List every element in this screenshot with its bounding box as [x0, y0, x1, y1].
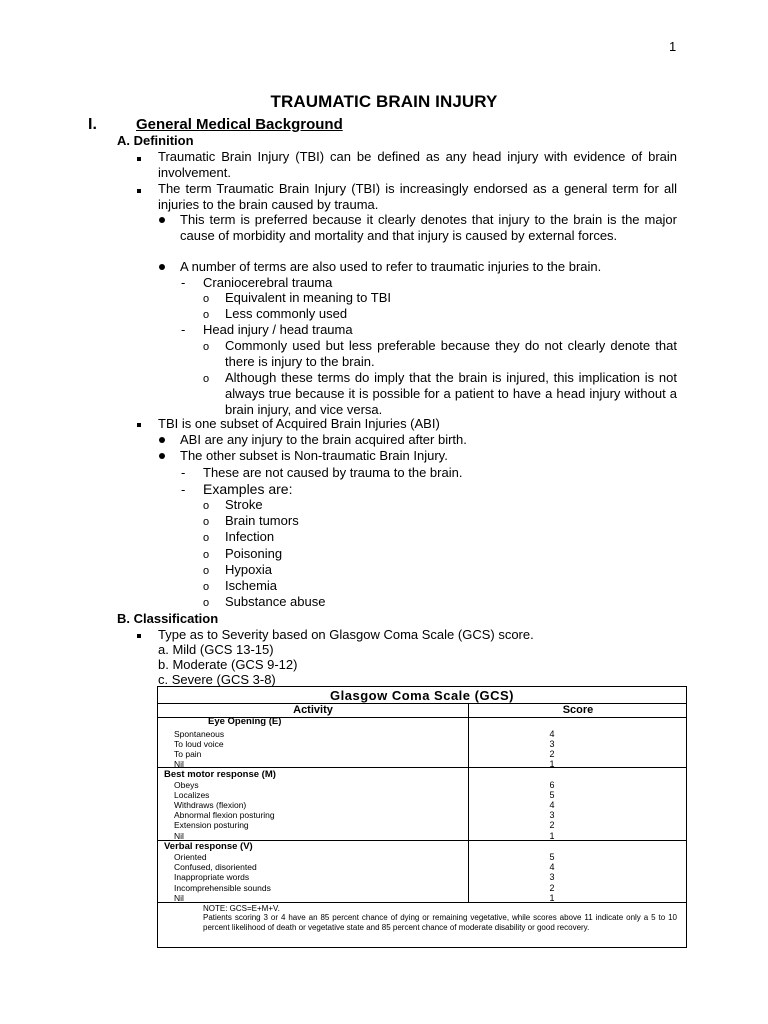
section-heading — [88, 116, 343, 134]
round-bullet-icon — [159, 217, 165, 223]
example-item: Poisoning — [225, 545, 283, 561]
gcs-score-cell: 2 — [549, 820, 555, 831]
gcs-table-caption: Glasgow Coma Scale (GCS) — [330, 688, 514, 703]
dash-bullet-icon: - — [181, 465, 186, 480]
classification-level-mild: a. Mild (GCS 13-15) — [158, 642, 274, 657]
definition-bullet-3a: ABI are any injury to the brain acquired after birth. — [180, 432, 467, 447]
definition-bullet-3b: The other subset is Non-traumatic Brain Injury. — [180, 448, 448, 463]
gcs-activity-cell: Localizes — [174, 789, 210, 800]
gcs-note-formula: NOTE: GCS=E+M+V. — [203, 904, 280, 913]
gcs-column-divider — [468, 717, 469, 902]
example-item: Brain tumors — [225, 513, 299, 529]
definition-sub-1a: Equivalent in meaning to TBI — [225, 290, 391, 305]
gcs-score-cell: 3 — [549, 810, 555, 821]
example-item: Ischemia — [225, 578, 278, 593]
gcs-group-eye: Eye Opening (E) — [208, 716, 282, 727]
dash-bullet-icon: - — [181, 482, 186, 497]
gcs-score-cell: 1 — [549, 830, 555, 841]
circle-bullet-icon: o — [203, 581, 210, 593]
gcs-score-cell: 4 — [549, 728, 555, 739]
round-bullet-icon — [159, 437, 165, 443]
gcs-score-cell: 2 — [549, 748, 555, 759]
gcs-activity-cell: Nil — [174, 830, 184, 841]
circle-bullet-icon: o — [203, 516, 210, 529]
circle-bullet-icon: o — [203, 293, 210, 305]
section-title: General Medical Background — [136, 116, 343, 133]
classification-bullet-1: Type as to Severity based on Glasgow Coma Scale (GCS) score. — [158, 627, 534, 642]
round-bullet-icon — [159, 264, 165, 270]
circle-bullet-icon: o — [203, 341, 210, 353]
subsection-definition: A. Definition — [117, 133, 194, 148]
circle-bullet-icon: o — [203, 532, 210, 545]
square-bullet-icon — [137, 157, 141, 161]
gcs-score-cell: 2 — [549, 882, 555, 893]
classification-level-severe: c. Severe (GCS 3-8) — [158, 672, 276, 687]
gcs-score-cell: 5 — [549, 852, 555, 862]
circle-bullet-icon: o — [203, 597, 210, 610]
definition-sub-1b: Less commonly used — [225, 306, 348, 321]
definition-dash-1: Craniocerebral trauma — [203, 275, 333, 290]
gcs-table — [157, 686, 687, 948]
gcs-activity-cell: Nil — [174, 759, 184, 770]
page-number: 1 — [669, 39, 677, 54]
gcs-activity-cell: Obeys — [174, 779, 199, 790]
example-item: Hypoxia — [225, 561, 272, 577]
example-item: Substance abuse — [225, 594, 326, 610]
definition-sub-2b: Although these terms do imply that the brain is injured, this implication is not always true because it is possible for a patient to have a head injury without a brain injury, and vice versa. — [225, 370, 677, 417]
gcs-score-cell: 4 — [549, 799, 555, 810]
example-item: Stroke — [225, 497, 263, 512]
gcs-note-text: Patients scoring 3 or 4 have an 85 percent chance of dying or remaining vegetative, while scores above 11 indicate only a 5 to 10 percent likelihood of death or vegetative state and 85 percent chance of moderate disability or good recovery. — [203, 913, 677, 932]
gcs-activity-cell: Inappropriate words — [174, 872, 250, 883]
gcs-score-cell: 3 — [549, 872, 555, 883]
classification-level-moderate: b. Moderate (GCS 9-12) — [158, 657, 298, 672]
definition-bullet-2b: A number of terms are also used to refer to traumatic injuries to the brain. — [180, 259, 602, 274]
circle-bullet-icon: o — [203, 500, 210, 512]
section-number: I. — [88, 116, 97, 133]
gcs-row-divider — [158, 767, 686, 768]
gcs-col-activity: Activity — [293, 704, 333, 716]
gcs-activity-cell: To loud voice — [174, 738, 224, 749]
circle-bullet-icon: o — [203, 548, 210, 561]
gcs-activity-cell: Oriented — [174, 852, 207, 862]
square-bullet-icon — [137, 189, 141, 193]
example-item: Infection — [225, 529, 275, 545]
gcs-group-verbal: Verbal response (V) — [164, 841, 253, 852]
gcs-col-score: Score — [468, 704, 687, 717]
subsection-classification: B. Classification — [117, 611, 219, 626]
square-bullet-icon — [137, 423, 141, 427]
gcs-activity-cell: Withdraws (flexion) — [174, 799, 247, 810]
gcs-activity-cell: Extension posturing — [174, 820, 249, 831]
definition-dash-2: Head injury / head trauma — [203, 322, 353, 337]
definition-bullet-1: Traumatic Brain Injury (TBI) can be defined as any head injury with evidence of brain involvement. — [158, 149, 677, 180]
gcs-score-cell: 1 — [549, 759, 555, 770]
gcs-score-cell: 5 — [549, 789, 555, 800]
circle-bullet-icon: o — [203, 309, 210, 321]
definition-bullet-2a: This term is preferred because it clearly denotes that injury to the brain is the major cause of morbidity and mortality and that injury is caused by external forces. — [180, 212, 677, 243]
gcs-activity-cell: To pain — [174, 748, 202, 759]
gcs-score-cell: 4 — [549, 862, 555, 873]
gcs-activity-cell: Abnormal flexion posturing — [174, 810, 275, 821]
gcs-score-cell: 6 — [549, 779, 555, 790]
document-title: TRAUMATIC BRAIN INJURY — [270, 92, 498, 111]
gcs-activity-cell: Nil — [174, 892, 184, 903]
circle-bullet-icon: o — [203, 373, 210, 385]
gcs-row-divider — [158, 902, 686, 903]
dash-bullet-icon: - — [181, 275, 186, 290]
gcs-activity-cell: Incomprehensible sounds — [174, 882, 271, 893]
definition-dash-3: These are not caused by trauma to the brain. — [203, 465, 463, 480]
definition-sub-2a: Commonly used but less preferable because they do not clearly denote that there is injury to the brain. — [225, 338, 677, 369]
gcs-group-motor: Best motor response (M) — [164, 769, 276, 780]
gcs-activity-cell: Spontaneous — [174, 728, 225, 739]
definition-bullet-3: TBI is one subset of Acquired Brain Injuries (ABI) — [158, 416, 440, 431]
gcs-activity-cell: Confused, disoriented — [174, 862, 257, 873]
dash-bullet-icon: - — [181, 322, 186, 337]
square-bullet-icon — [137, 634, 141, 638]
round-bullet-icon — [159, 453, 165, 459]
definition-bullet-2: The term Traumatic Brain Injury (TBI) is increasingly endorsed as a general term for all injuries to the brain caused by trauma. — [158, 181, 677, 212]
gcs-score-cell: 3 — [549, 738, 555, 749]
definition-dash-4: Examples are: — [203, 481, 293, 497]
circle-bullet-icon: o — [203, 564, 210, 577]
gcs-score-cell: 1 — [549, 892, 555, 903]
